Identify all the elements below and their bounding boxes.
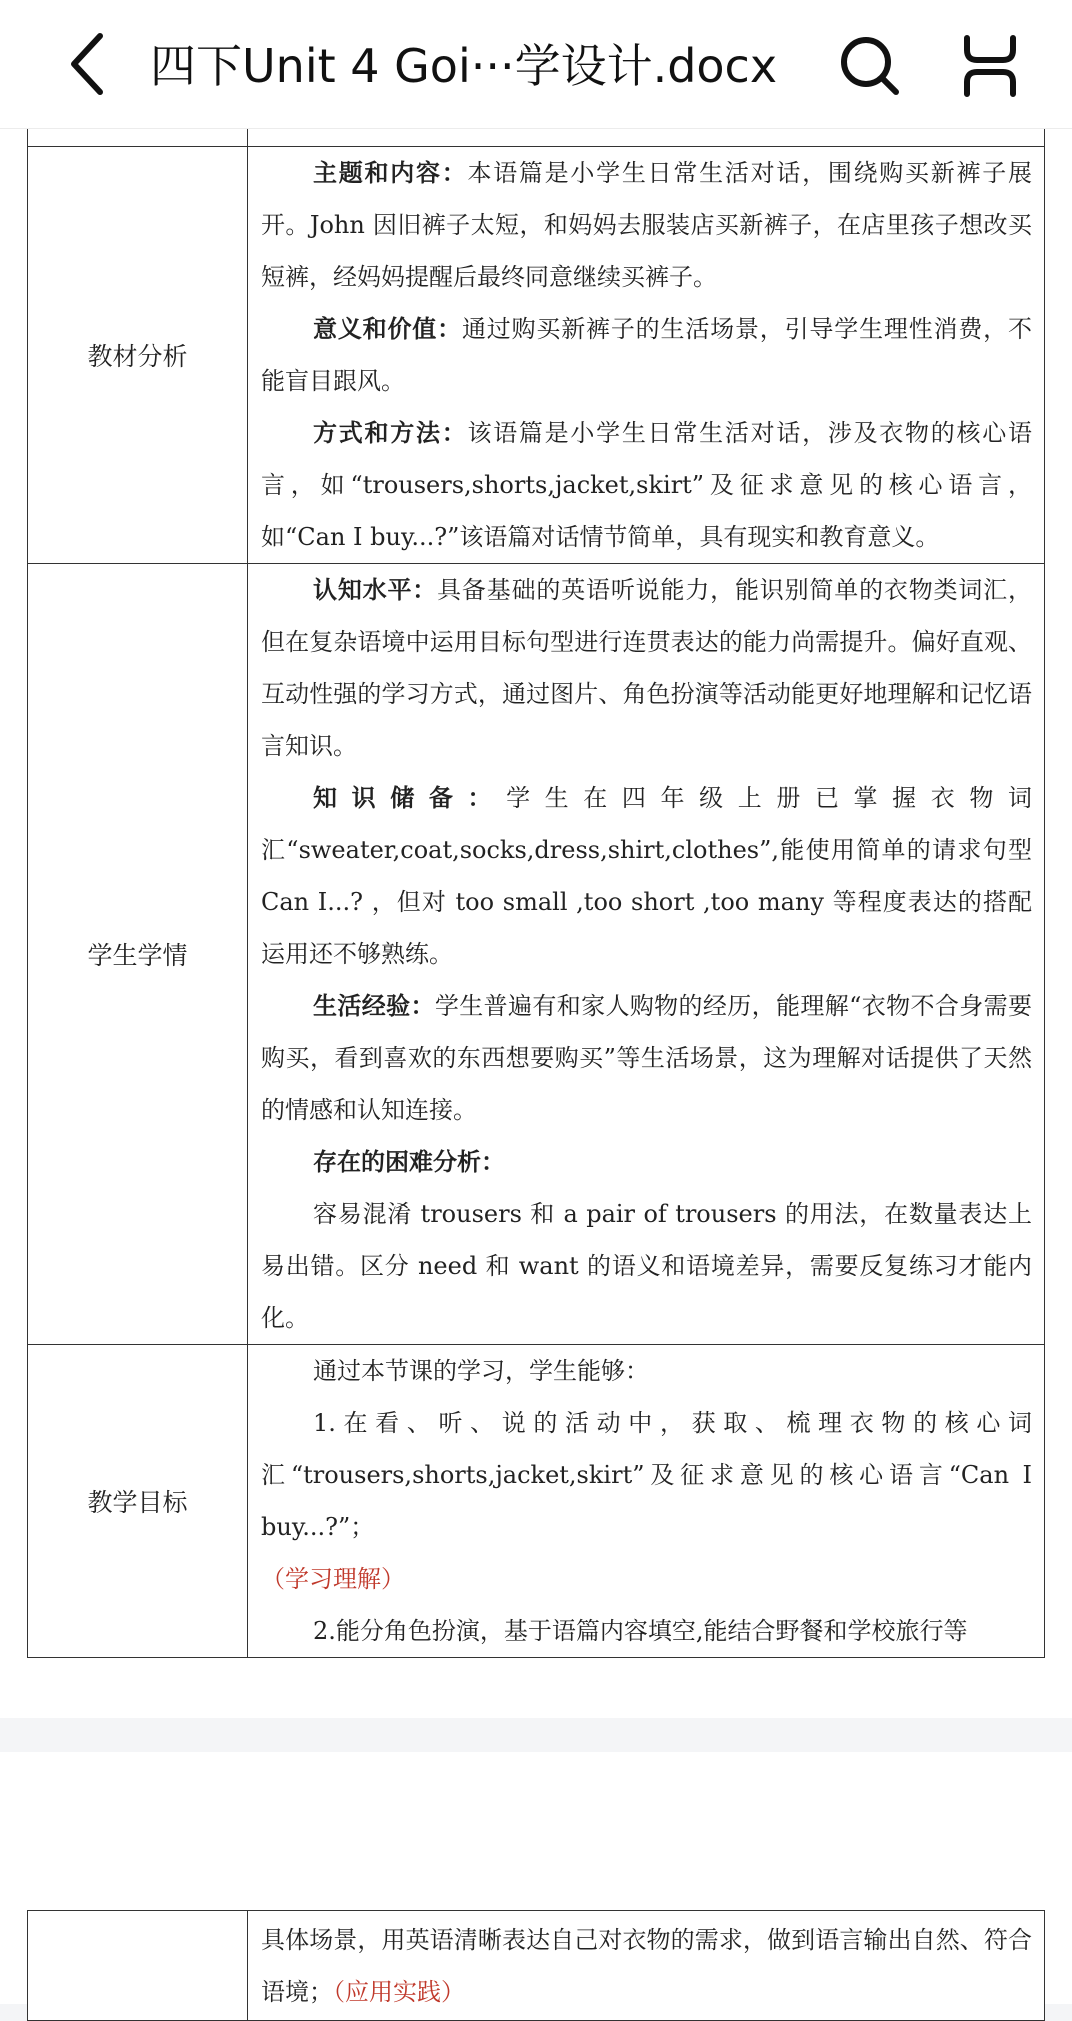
paragraph: 方式和方法：该语篇是小学生日常生活对话，涉及衣物的核心语言，如“trousers,shorts,jacket,skirt”及征求意见的核心语言，如“Can I buy...?”该语篇对话情节简单，具有现实和教育意义。 bbox=[261, 418, 1033, 551]
paragraph: 2.能分角色扮演，基于语篇内容填空,能结合野餐和学校旅行等 bbox=[313, 1617, 968, 1645]
row-label-student-profile: 学生学情 bbox=[28, 564, 248, 1345]
paragraph: 存在的困难分析： bbox=[313, 1147, 505, 1176]
row-label-textbook-analysis: 教材分析 bbox=[28, 147, 248, 564]
search-button[interactable] bbox=[838, 34, 902, 98]
paragraph: 具体场景，用英语清晰表达自己对衣物的需求，做到语言输出自然、符合语境；（应用实践） bbox=[261, 1925, 1032, 2006]
row-content-teaching-goals-continued bbox=[248, 1911, 1045, 2021]
table-row bbox=[28, 1911, 1045, 2021]
row-label-teaching-goals: 教学目标 bbox=[28, 1345, 248, 1658]
document-page-1 bbox=[0, 128, 1072, 1718]
paragraph: 通过本节课的学习，学生能够： bbox=[313, 1357, 649, 1385]
table-row bbox=[28, 1345, 1045, 1658]
paragraph: 1.在看、听、说的活动中，获取、梳理衣物的核心词汇“trousers,shorts,jacket,skirt”及征求意见的核心语言“Can I buy...?”； （学习理解） bbox=[261, 1409, 1032, 1593]
table-row bbox=[28, 564, 1045, 1345]
chevron-left-icon bbox=[60, 28, 116, 100]
paragraph: 主题和内容：本语篇是小学生日常生活对话，围绕购买新裤子展开。John 因旧裤子太短，和妈妈去服装店买新裤子，在店里孩子想改买短裤，经妈妈提醒后最终同意继续买裤子。 bbox=[261, 158, 1033, 291]
paragraph: 生活经验：学生普遍有和家人购物的经历，能理解“衣物不合身需要购买，看到喜欢的东西想要购买”等生活场景，这为理解对话提供了天然的情感和认知连接。 bbox=[261, 991, 1032, 1124]
paragraph: 容易混淆 trousers 和 a pair of trousers 的用法，在数量表达上易出错。区分 need 和 want 的语义和语境差异，需要反复练习才能内化。 bbox=[261, 1200, 1032, 1332]
lesson-plan-table bbox=[27, 128, 1045, 1658]
goal-tag: （学习理解） bbox=[261, 1565, 405, 1593]
paragraph: 意义和价值：通过购买新裤子的生活场景，引导学生理性消费，不能盲目跟风。 bbox=[261, 314, 1033, 395]
collapse-button[interactable] bbox=[955, 34, 1025, 98]
goal-tag: （应用实践） bbox=[333, 1977, 465, 2006]
row-content-teaching-goals bbox=[248, 1345, 1045, 1658]
lesson-plan-table-continued bbox=[27, 1910, 1045, 2021]
search-icon bbox=[838, 34, 902, 98]
collapse-icon bbox=[955, 34, 1025, 98]
document-title: 四下Unit 4 Goi···学设计.docx bbox=[150, 39, 778, 93]
paragraph: 知识储备：学生在四年级上册已掌握衣物词汇“sweater,coat,socks,dress,shirt,clothes”,能使用简单的请求句型 Can I...? ，但对 too small ,too short ,too many 等程度表达的搭配运用还不够熟练。 bbox=[261, 783, 1033, 968]
table-row-previous-end bbox=[28, 129, 1045, 147]
back-button[interactable] bbox=[60, 28, 116, 100]
row-content-student-profile bbox=[248, 564, 1045, 1345]
paragraph: 认知水平：具备基础的英语听说能力，能识别简单的衣物类词汇，但在复杂语境中运用目标句型进行连贯表达的能力尚需提升。偏好直观、互动性强的学习方式，通过图片、角色扮演等活动能更好地理解和记忆语言知识。 bbox=[261, 575, 1033, 760]
table-row bbox=[28, 147, 1045, 564]
top-app-bar bbox=[0, 0, 1072, 129]
row-content-textbook-analysis bbox=[248, 147, 1045, 564]
